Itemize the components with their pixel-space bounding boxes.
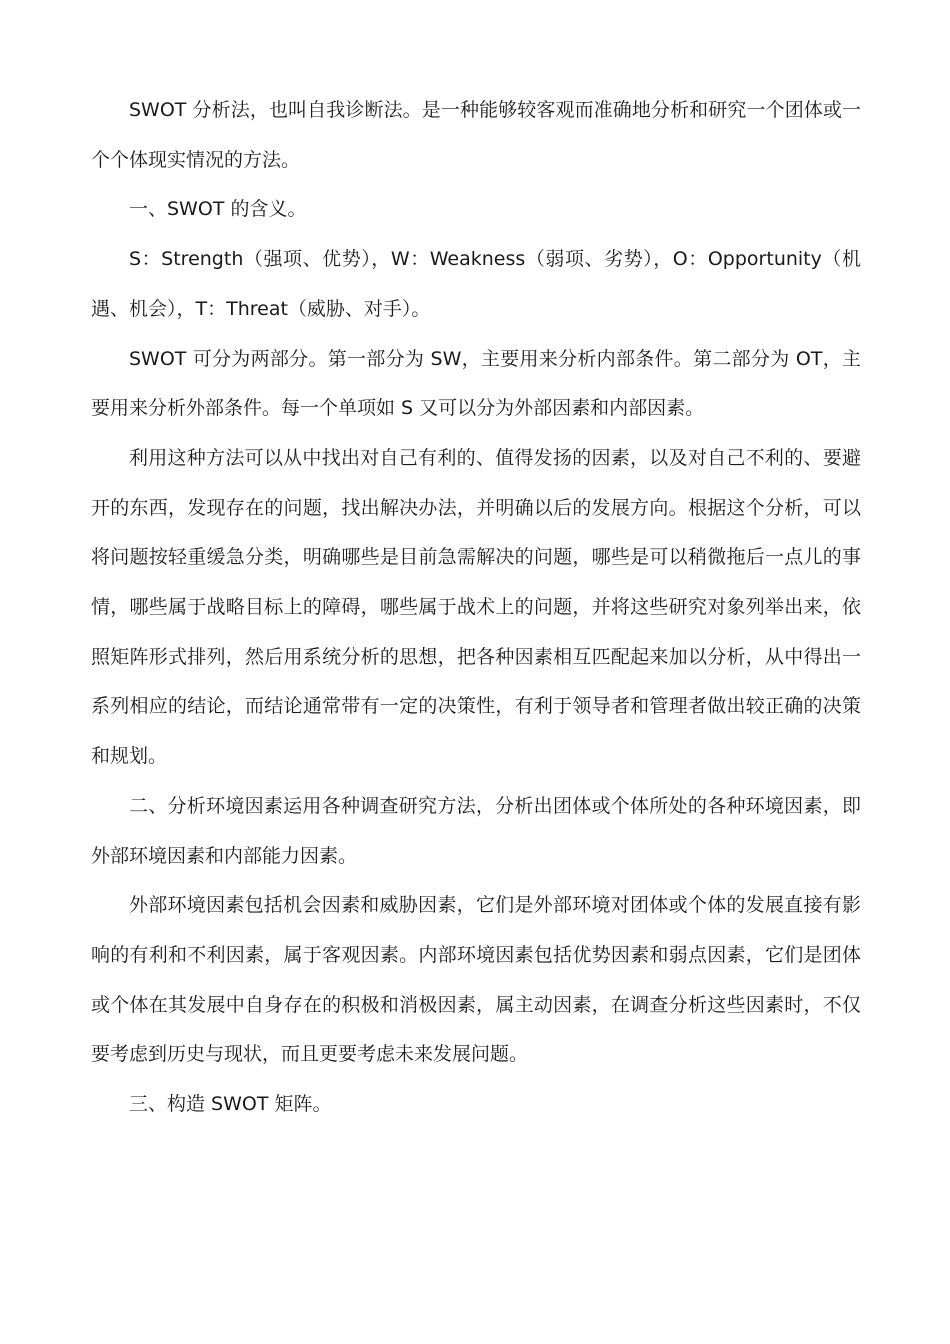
section-heading-3: 三、构造 SWOT 矩阵。 [129,1093,332,1116]
paragraph-swot-parts: SWOT 可分为两部分。第一部分为 SW，主要用来分析内部条件。第二部分为 OT，主要用来分析外部条件。每一个单项如 S 又可以分为外部因素和内部因素。 [91,347,861,420]
section-heading-1: 一、SWOT 的含义。 [129,198,307,221]
paragraph-intro: SWOT 分析法，也叫自我诊断法。是一种能够较客观而准确地分析和研究一个团体或一个个体现实情况的方法。 [91,99,861,171]
paragraph-environment-factors: 外部环境因素包括机会因素和威胁因素，它们是外部环境对团体或个体的发展直接有影响的有利和不利因素，属于客观因素。内部环境因素包括优势因素和弱点因素，它们是团体或个体在其发展中自身存在的积极和消极因素，属主动因素，在调查分析这些因素时，不仅要考虑到历史与现状，而且更要考虑未来发展问题。 [91,894,861,1066]
section-heading-2: 二、分析环境因素运用各种调查研究方法，分析出团体或个体所处的各种环境因素，即外部环境因素和内部能力因素。 [91,794,861,867]
document-body [91,86,861,1130]
paragraph-swot-meaning: S：Strength（强项、优势），W：Weakness（弱项、劣势），O：Opportunity（机遇、机会），T：Threat（威胁、对手）。 [91,248,861,320]
paragraph-method-use: 利用这种方法可以从中找出对自己有利的、值得发扬的因素，以及对自己不利的、要避开的东西，发现存在的问题，找出解决办法，并明确以后的发展方向。根据这个分析，可以将问题按轻重缓急分类，明确哪些是目前急需解决的问题，哪些是可以稍微拖后一点儿的事情，哪些属于战略目标上的障碍，哪些属于战术上的问题，并将这些研究对象列举出来，依照矩阵形式排列，然后用系统分析的思想，把各种因素相互匹配起来加以分析，从中得出一系列相应的结论，而结论通常带有一定的决策性，有利于领导者和管理者做出较正确的决策和规划。 [91,446,861,768]
